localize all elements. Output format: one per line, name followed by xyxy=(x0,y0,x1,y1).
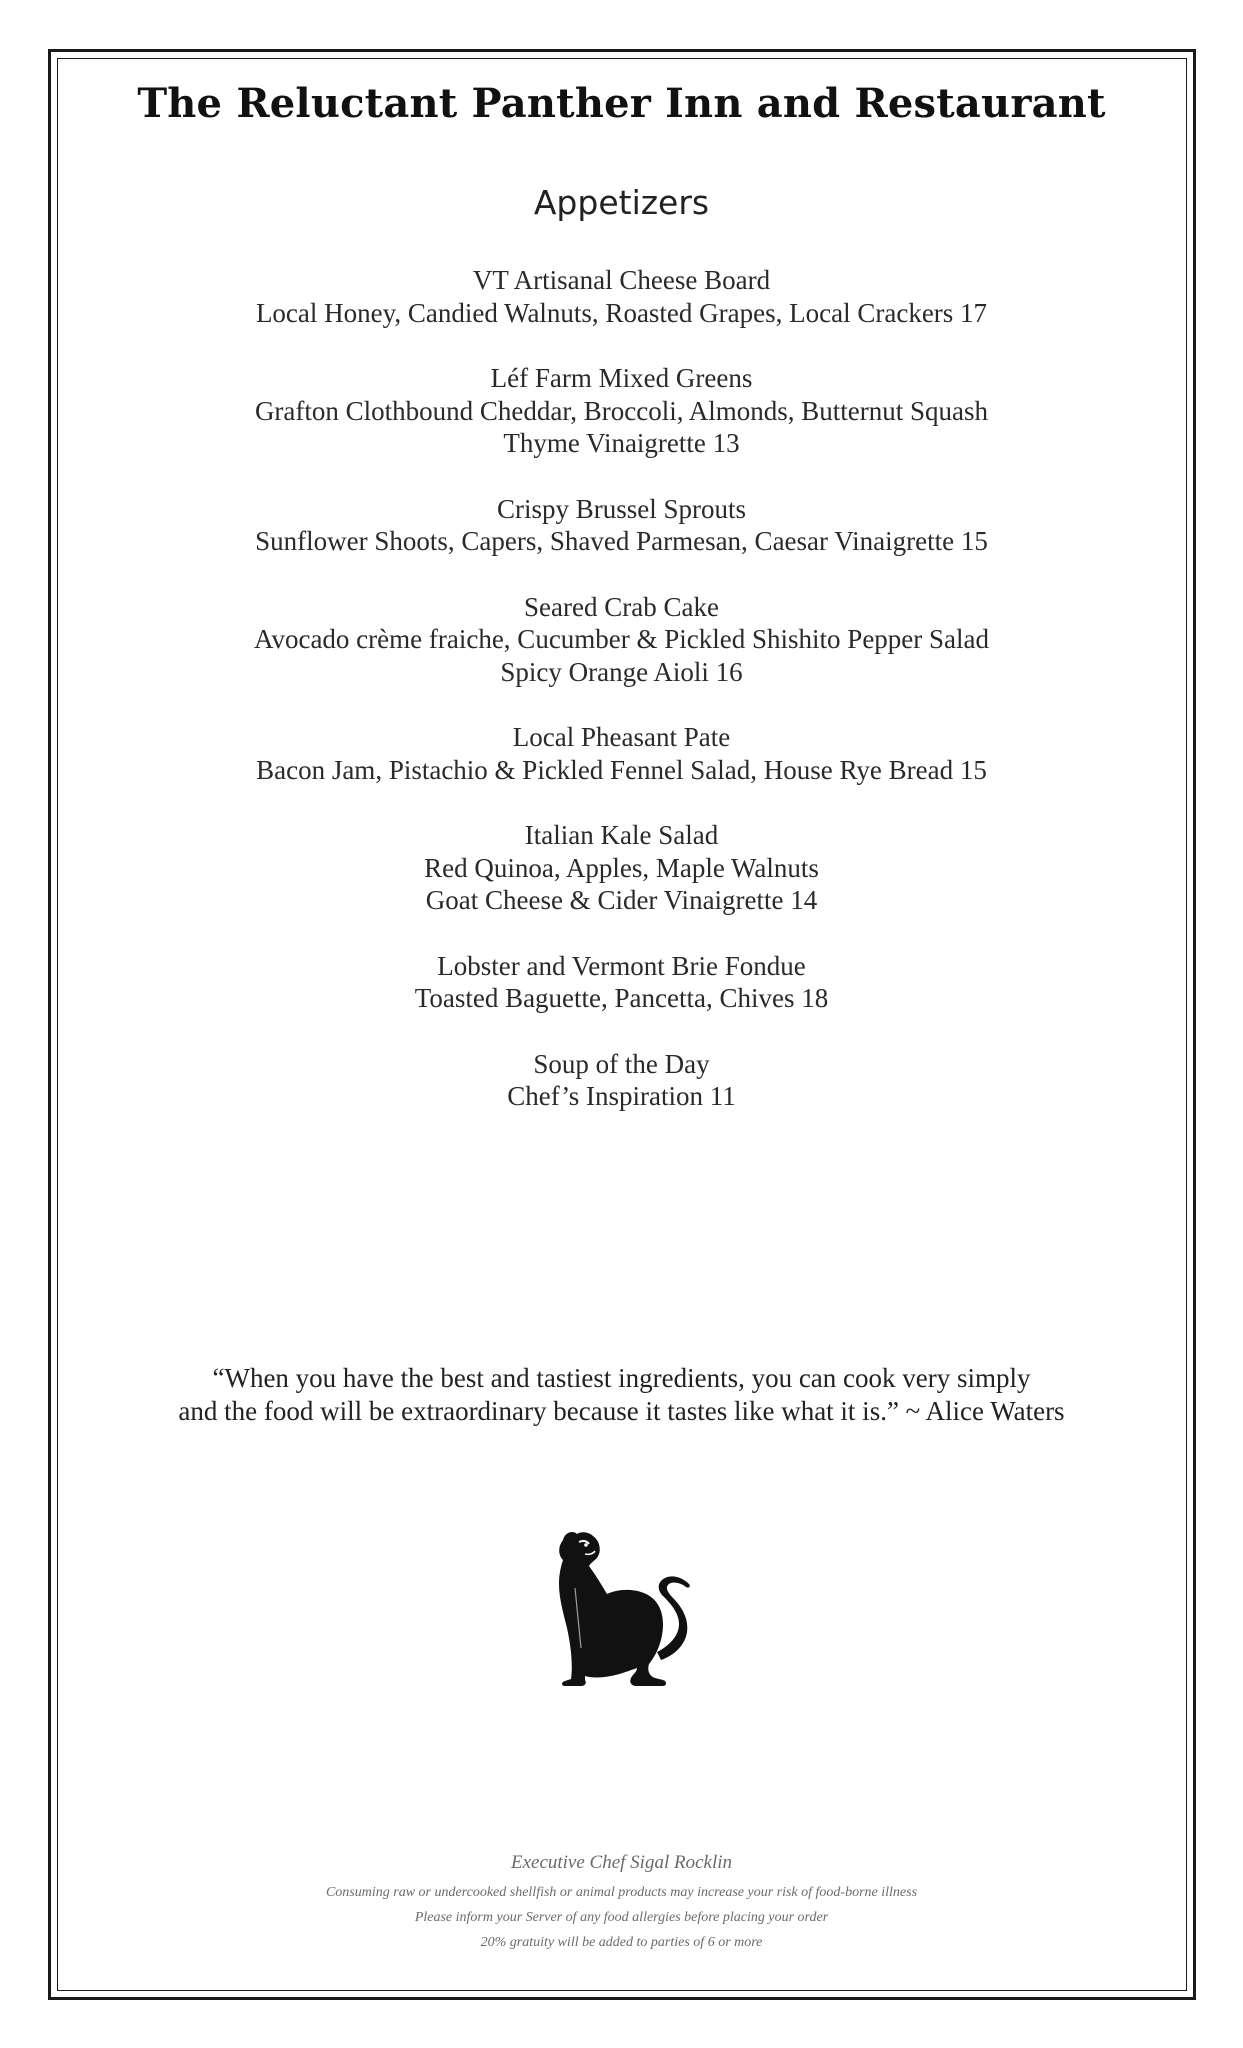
menu-item-name: Crispy Brussel Sprouts xyxy=(496,493,747,524)
menu-item xyxy=(0,819,1243,917)
menu-item-description: Grafton Clothbound Cheddar, Broccoli, Almonds, Butternut Squash xyxy=(254,395,989,426)
panther-icon xyxy=(545,1528,705,1698)
menu-item-description: Thyme Vinaigrette 13 xyxy=(503,428,740,458)
menu-item xyxy=(0,591,1243,689)
menu-item-name: Lobster and Vermont Brie Fondue xyxy=(437,950,806,981)
menu-item xyxy=(0,950,1243,1015)
menu-item-description: Local Honey, Candied Walnuts, Roasted Grapes, Local Crackers 17 xyxy=(255,297,988,328)
quote xyxy=(0,1362,1243,1428)
menu-item-name: Italian Kale Salad xyxy=(524,820,719,850)
footer-note: 20% gratuity will be added to parties of 6 or more xyxy=(480,1935,763,1950)
menu-item-description: Toasted Baguette, Pancetta, Chives 18 xyxy=(414,983,829,1013)
menu-item-name: VT Artisanal Cheese Board xyxy=(472,265,771,295)
menu-item xyxy=(0,362,1243,460)
menu-item-description: Sunflower Shoots, Capers, Shaved Parmesan, Caesar Vinaigrette 15 xyxy=(255,526,988,556)
menu-item xyxy=(0,721,1243,786)
menu-item xyxy=(0,264,1243,329)
menu-item-description: Avocado crème fraiche, Cucumber & Pickled Shishito Pepper Salad xyxy=(253,624,990,654)
menu-item xyxy=(0,1048,1243,1113)
footer xyxy=(0,1850,1243,1955)
quote-line: “When you have the best and tastiest ingredients, you can cook very simply xyxy=(212,1363,1031,1393)
menu-item-name: Soup of the Day xyxy=(533,1048,710,1079)
menu-item-name: Léf Farm Mixed Greens xyxy=(490,363,753,393)
appetizer-list xyxy=(0,264,1243,1146)
menu-item-description: Chef’s Inspiration 11 xyxy=(507,1081,736,1111)
section-heading: Appetizers xyxy=(533,183,710,222)
menu-item-name: Seared Crab Cake xyxy=(524,591,719,622)
footer-note: Consuming raw or undercooked shellfish or animal products may increase your risk of food-borne illness xyxy=(325,1885,918,1900)
menu-item-description: Bacon Jam, Pistachio & Pickled Fennel Salad, House Rye Bread 15 xyxy=(256,754,987,785)
menu-item-description: Goat Cheese & Cider Vinaigrette 14 xyxy=(425,885,818,915)
menu-item-description: Red Quinoa, Apples, Maple Walnuts xyxy=(424,852,819,883)
executive-chef: Executive Chef Sigal Rocklin xyxy=(510,1852,733,1873)
restaurant-title: The Reluctant Panther Inn and Restaurant xyxy=(137,80,1106,127)
quote-line: and the food will be extraordinary because it tastes like what it is.” ~ Alice Waters xyxy=(178,1396,1065,1426)
menu-item-name: Local Pheasant Pate xyxy=(512,722,731,752)
menu-item-description: Spicy Orange Aioli 16 xyxy=(500,656,743,687)
menu-item xyxy=(0,493,1243,558)
footer-note: Please inform your Server of any food allergies before placing your order xyxy=(414,1910,829,1925)
